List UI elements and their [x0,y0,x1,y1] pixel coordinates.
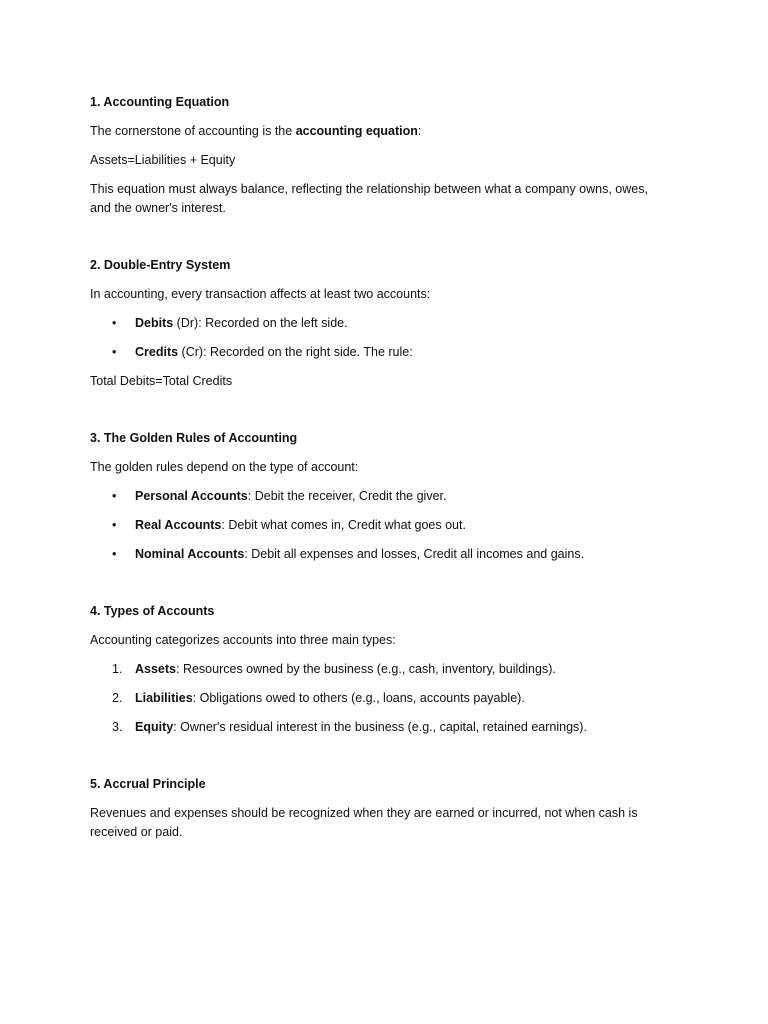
list-item-term: Credits [135,345,179,359]
section-heading: 2. Double-Entry System [90,258,231,272]
list-item-term: Nominal Accounts [135,547,245,561]
section-intro: The golden rules depend on the type of account: [90,460,359,474]
list-item-text: : Debit what comes in, Credit what goes out. [221,518,466,532]
list-number: 1. [112,662,123,676]
section-accrual-principle [90,775,670,842]
bullet-list [90,314,670,362]
bullet-icon: • [112,518,117,532]
section-heading: 5. Accrual Principle [90,777,206,791]
list-item-text: : Owner's residual interest in the business (e.g., capital, retained earnings). [173,720,587,734]
debit-credit-formula: Total Debits=Total Credits [90,374,233,388]
section-golden-rules [90,429,670,564]
list-item-text: (Dr): Recorded on the left side. [173,316,348,330]
list-item-text: : Resources owned by the business (e.g., cash, inventory, buildings). [176,662,556,676]
list-item-term: Assets [135,662,176,676]
list-item-text: : Debit all expenses and losses, Credit all incomes and gains. [244,547,585,561]
section-accounting-equation [90,93,670,218]
bullet-icon: • [112,345,117,359]
section-intro [90,122,670,141]
list-number: 3. [112,720,123,734]
list-item-term: Liabilities [135,691,193,705]
section-intro: Accounting categorizes accounts into three main types: [90,633,396,647]
section-text: Revenues and expenses should be recognized when they are earned or incurred, not when cash is received or paid. [90,806,638,839]
list-item-term: Debits [135,316,174,330]
list-item [90,718,670,737]
list-item [90,545,670,564]
list-item [90,660,670,679]
equation-formula: Assets=Liabilities + Equity [90,153,236,167]
intro-bold-term: accounting equation [295,124,418,138]
list-item-text: (Cr): Recorded on the right side. The rule: [178,345,413,359]
section-types-of-accounts [90,602,670,737]
bullet-icon: • [112,547,117,561]
numbered-list [90,660,670,737]
list-item-text: : Debit the receiver, Credit the giver. [247,489,447,503]
intro-suffix: : [417,124,422,138]
list-item [90,487,670,506]
intro-prefix: The cornerstone of accounting is the [90,124,296,138]
list-item-term: Real Accounts [135,518,222,532]
section-heading: 4. Types of Accounts [90,604,215,618]
list-item-text: : Obligations owed to others (e.g., loans, accounts payable). [192,691,525,705]
list-item-term: Personal Accounts [135,489,248,503]
section-heading: 3. The Golden Rules of Accounting [90,431,298,445]
section-explanation: This equation must always balance, reflecting the relationship between what a company owns, owes, and the owner's interest. [90,182,648,215]
section-intro: In accounting, every transaction affects at least two accounts: [90,287,431,301]
section-heading: 1. Accounting Equation [90,95,230,109]
bullet-icon: • [112,489,117,503]
list-number: 2. [112,691,123,705]
list-item [90,689,670,708]
list-item [90,343,670,362]
bullet-icon: • [112,316,117,330]
list-item [90,314,670,333]
document-page [90,93,670,852]
list-item-term: Equity [135,720,174,734]
list-item [90,516,670,535]
section-double-entry [90,256,670,391]
bullet-list [90,487,670,564]
